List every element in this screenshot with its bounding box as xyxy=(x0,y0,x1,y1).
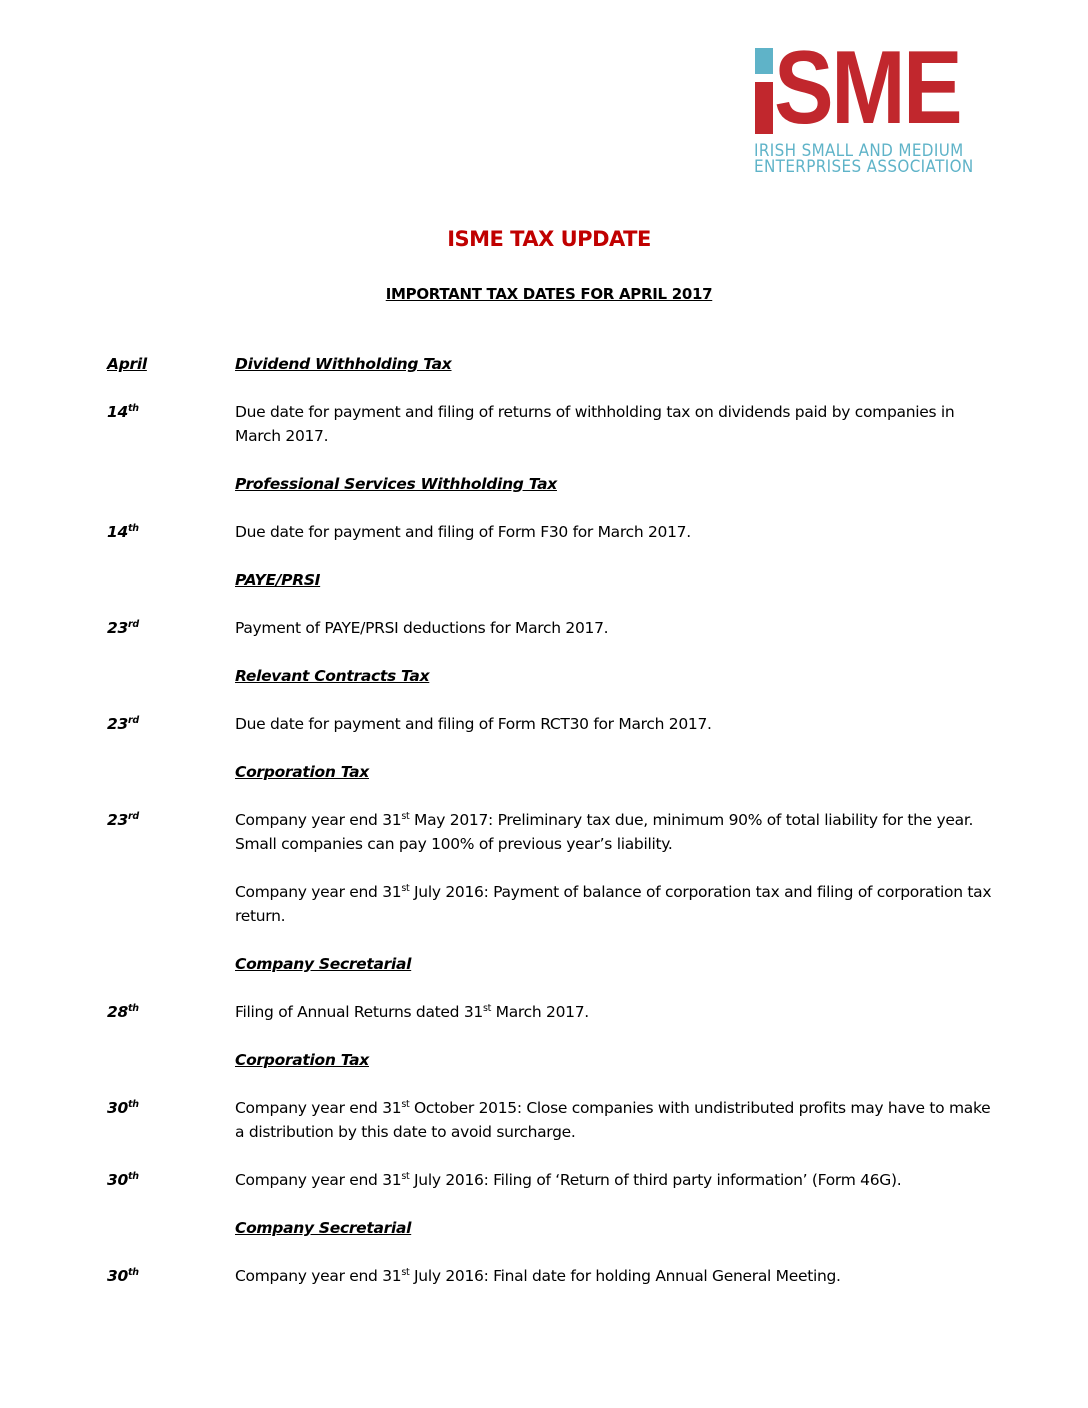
ordinal-suffix: st xyxy=(482,1002,492,1014)
due-day: 30 xyxy=(107,1099,128,1117)
logo-mark xyxy=(754,30,994,146)
document-subtitle: IMPORTANT TAX DATES FOR APRIL 2017 xyxy=(385,285,713,303)
due-day: 23 xyxy=(107,811,128,829)
tax-date-row xyxy=(107,808,997,856)
description-text: July 2016: Final date for holding Annual General Meeting. xyxy=(409,1267,841,1285)
due-description: Due date for payment and filing of returns of withholding tax on dividends paid by companies in March 2017. xyxy=(235,403,955,445)
date-cell-empty xyxy=(107,1048,235,1072)
ordinal-suffix: st xyxy=(401,810,410,822)
isme-logo xyxy=(754,30,994,178)
category-heading: Relevant Contracts Tax xyxy=(235,667,430,685)
description-text: Company year end 31 xyxy=(235,883,402,901)
logo-tagline-line2: ENTERPRISES ASSOCIATION xyxy=(754,157,974,176)
category-heading: Company Secretarial xyxy=(235,955,412,973)
due-description: Payment of PAYE/PRSI deductions for March 2017. xyxy=(235,619,609,637)
date-cell-empty xyxy=(107,568,235,592)
due-day: 23 xyxy=(107,715,128,733)
description-text: Filing of Annual Returns dated 31 xyxy=(235,1003,483,1021)
logo-i-stem xyxy=(755,82,773,134)
due-date xyxy=(107,1264,235,1288)
description-text: Company year end 31 xyxy=(235,1099,402,1117)
tax-date-row xyxy=(107,1096,997,1144)
category-heading-row xyxy=(107,952,997,976)
tax-date-row xyxy=(107,520,997,544)
due-day: 14 xyxy=(107,403,128,421)
category-heading: Corporation Tax xyxy=(235,763,370,781)
due-day-suffix: th xyxy=(127,1266,139,1278)
tax-date-row xyxy=(107,616,997,640)
due-day-suffix: th xyxy=(127,522,139,534)
due-description xyxy=(235,1096,997,1144)
due-description xyxy=(235,1000,997,1024)
category-heading-row xyxy=(107,568,997,592)
due-day: 30 xyxy=(107,1171,128,1189)
category-heading-row xyxy=(107,760,997,784)
due-day-suffix: th xyxy=(127,1002,139,1014)
tax-date-row xyxy=(107,880,997,928)
date-cell-empty xyxy=(107,472,235,496)
due-date xyxy=(107,520,235,544)
due-description: Due date for payment and filing of Form RCT30 for March 2017. xyxy=(235,715,712,733)
description-text: Company year end 31 xyxy=(235,1267,402,1285)
due-date xyxy=(107,880,235,928)
logo-tagline-line1: IRISH SMALL AND MEDIUM xyxy=(754,141,964,160)
description-text: March 2017. xyxy=(491,1003,589,1021)
due-day-suffix: th xyxy=(127,1170,139,1182)
due-date xyxy=(107,1168,235,1192)
tax-date-row xyxy=(107,400,997,448)
description-text: Company year end 31 xyxy=(235,811,402,829)
category-heading-row xyxy=(107,664,997,688)
due-description: Due date for payment and filing of Form F30 for March 2017. xyxy=(235,523,691,541)
due-day-suffix: th xyxy=(127,1098,139,1110)
document-title: ISME TAX UPDATE xyxy=(447,227,651,251)
due-description xyxy=(235,1168,997,1192)
tax-date-row xyxy=(107,712,997,736)
due-day: 28 xyxy=(107,1003,128,1021)
description-text: Company year end 31 xyxy=(235,1171,402,1189)
due-day-suffix: th xyxy=(127,402,139,414)
due-day-suffix: rd xyxy=(127,714,139,726)
due-description xyxy=(235,880,997,928)
category-heading-row xyxy=(107,1048,997,1072)
description-text: May 2017: Preliminary tax due, minimum 90% of total liability for the year. Small companies can pay 100% of previous year’s liability. xyxy=(235,811,974,853)
ordinal-suffix: st xyxy=(401,1098,410,1110)
ordinal-suffix: st xyxy=(401,1266,410,1278)
due-day-suffix: rd xyxy=(127,618,139,630)
logo-wordmark: SME xyxy=(774,30,961,146)
due-date xyxy=(107,616,235,640)
tax-date-row xyxy=(107,1264,997,1288)
due-day-suffix: rd xyxy=(127,810,139,822)
due-date xyxy=(107,1096,235,1144)
category-heading: Corporation Tax xyxy=(235,1051,370,1069)
tax-date-row xyxy=(107,1000,997,1024)
category-heading: Company Secretarial xyxy=(235,1219,412,1237)
tax-date-row xyxy=(107,1168,997,1192)
due-date xyxy=(107,712,235,736)
logo-i-dot xyxy=(755,48,773,74)
date-cell-empty xyxy=(107,664,235,688)
month-label: April xyxy=(107,355,147,373)
category-heading-row xyxy=(107,1216,997,1240)
description-text: July 2016: Filing of ‘Return of third party information’ (Form 46G). xyxy=(409,1171,902,1189)
ordinal-suffix: st xyxy=(401,1170,410,1182)
date-cell-empty xyxy=(107,760,235,784)
category-heading: Dividend Withholding Tax xyxy=(235,355,452,373)
description-text: July 2016: Payment of balance of corporation tax and filing of corporation tax return. xyxy=(235,883,992,925)
due-date xyxy=(107,400,235,448)
due-day: 14 xyxy=(107,523,128,541)
category-heading: Professional Services Withholding Tax xyxy=(235,475,557,493)
entry-rows xyxy=(107,400,997,1288)
due-description xyxy=(235,808,997,856)
due-date xyxy=(107,1000,235,1024)
tax-dates-list xyxy=(107,352,997,1312)
due-date xyxy=(107,808,235,856)
description-text: October 2015: Close companies with undistributed profits may have to make a distribution by this date to avoid surcharge. xyxy=(235,1099,991,1141)
category-heading: PAYE/PRSI xyxy=(235,571,321,589)
due-day: 23 xyxy=(107,619,128,637)
category-heading-row xyxy=(107,472,997,496)
due-day: 30 xyxy=(107,1267,128,1285)
date-cell-empty xyxy=(107,1216,235,1240)
due-description xyxy=(235,1264,997,1288)
date-cell-empty xyxy=(107,952,235,976)
month-header-row xyxy=(107,352,997,376)
ordinal-suffix: st xyxy=(401,882,410,894)
